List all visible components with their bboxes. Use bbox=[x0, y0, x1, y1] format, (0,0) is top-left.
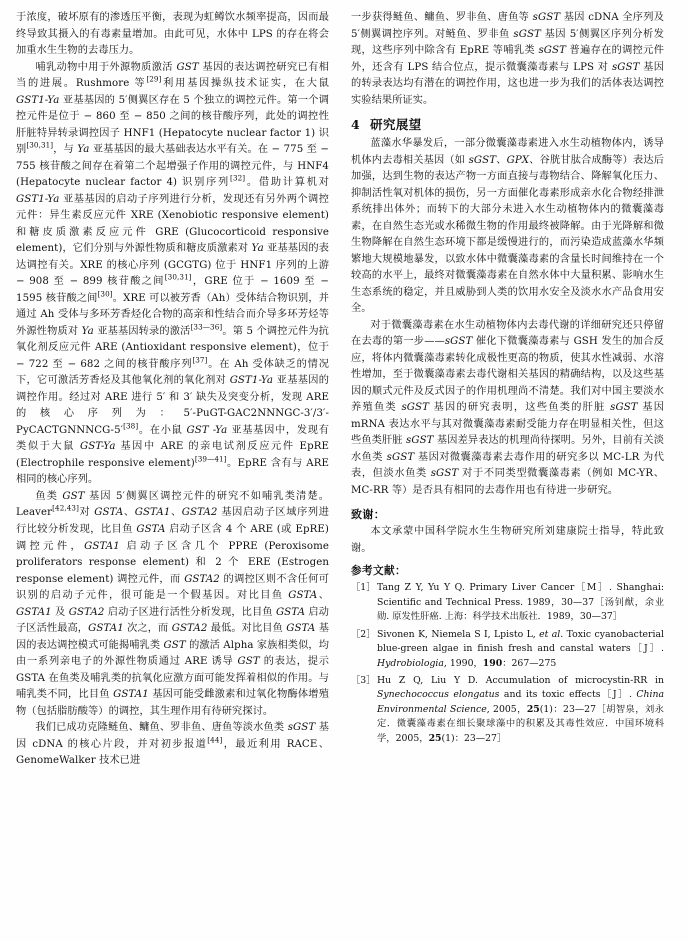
list-item bbox=[351, 628, 664, 671]
reference-list bbox=[351, 581, 664, 745]
paragraph-text: 鱼类 GST 基因 5′侧翼区调控元件的研究不如哺乳类清楚。Leaver[42,43]对 GSTA、GSTA1、GSTA2 基因启动子区域序列进行比较分析发现，比目鱼 GSTA 启动子区含 4 个 ARE (或 EpRE)调控元件，GSTA1 启动子区含几个 PPRE (Peroxisome proliferators response element) 和 2 个 ERE (Estrogen response element) 调控元件，而 GSTA2 的调控区则不含任何可识别的启动子元件，很可能是一个假基因。对比目鱼 GSTA、GSTA1 及 GSTA2 启动子区进行活性分析发现，比目鱼 GSTA 启动子区活性最高，GSTA1 次之，而 GSTA2 最低。对比目鱼 GSTA 基因的表达调控模式可能揭哺乳类 GST 的激活 Alpha 家族相类似，均由一系列亲电子的外源性物质通过 ARE 诱导 GST 的表达，提示 GSTA 在鱼类及哺乳类的抗氧化应激方面可能发挥着相似的作用。与哺乳类不同，比目鱼 GSTA1 基因可能受雌激素和过氧化物酶体增殖物（包括脂肪酸等）的调控，其生理作用有待研究探讨。 bbox=[16, 490, 330, 717]
left-column bbox=[16, 10, 329, 930]
paragraph-text: 一步获得鲢鱼、鳙鱼、罗非鱼、唐鱼等 sGST 基因 cDNA 全序列及 5′侧翼调控序列。对鲢鱼、罗非鱼 sGST 基因 5′侧翼区序列分析发现，这些序列中除含有 EpRE 等哺乳类 sGST 普遍存在的调控元件外，还含有 LPS 结合位点，提示微囊藻毒素与 LPS 对 sGST 基因的转录表达均有潜在的调控作用，这也进一步为我们的活体表达调控实验结果所证实。 bbox=[351, 12, 665, 106]
list-item bbox=[351, 674, 664, 746]
list-item bbox=[351, 581, 664, 624]
paragraph bbox=[351, 10, 664, 109]
acknowledgement-heading: 致谢： bbox=[351, 508, 386, 522]
paragraph bbox=[351, 136, 664, 318]
section-number: 4 bbox=[351, 117, 361, 133]
middle-column bbox=[351, 10, 664, 930]
two-column-layout bbox=[16, 10, 672, 930]
reference-text: Sivonen K, Niemela S I, Lpisto L, et al. Toxic cyanobacterial blue-green algae in finish fresh and canstal waters［J］. Hydrobiologia, 1990，190：267—275 bbox=[377, 628, 664, 669]
reference-number: ［3］ bbox=[351, 674, 376, 686]
paragraph: 于浓度，破坏原有的渗透压平衡，表现为虹鳟饮水频率提高，因而最终导致其摄入的有毒素量增加。由此可见，水体中 LPS 的存在将会加重水生生物的去毒压力。 bbox=[16, 12, 329, 57]
section-title: 研究展望 bbox=[370, 117, 422, 133]
reference-text: Tang Z Y, Yu Y Q. Primary Liver Cancer［M］. Shanghai: Scientific and Technical Press. 1989，30—37［汤钊猷，余业勋. 原发性肝癌. 上海：科学技术出版社．1989，30—37］ bbox=[377, 582, 664, 623]
acknowledgement-text: 本文承蒙中国科学院水生生物研究所刘建康院士指导，特此致谢。 bbox=[351, 526, 664, 554]
paragraph-text: 哺乳动物中用于外源物质激活 GST 基因的表达调控研究已有相当的进展。Rushmore 等[29]利用基因操纵技术证实，在大鼠 GST1-Ya 亚基基因的 5′侧翼区存在 5 个独立的调控元件。第一个调控元件是位于 − 860 至 − 850 之间的核苷酸序列，此处的调控性肝脏特异转录调控因子 HNF1 (Hepatocyte nuclear factor 1) 识别[30,31]，与 Ya 亚基基因的最大基础表达水平有关。在 − 775 至 − 755 核苷酸之间存在着第二个起增强子作用的调控元件，与 HNF4 (Hepatocyte nuclear factor 4) 识别序列[32]。借助计算机对 GST1-Ya 亚基基因的启动子序列进行分析，发现还有另外两个调控元件：异生素反应元件 XRE (Xenobiotic responsive element) 和糖皮质激素反应元件 GRE (Glucocorticoid responsive element)，它们分别与外源性物质和糖皮质激素对 Ya 亚基基因的表达调控有关。XRE 的核心序列 (GCGTG) 位于 HNF1 序列的上游 − 908 至 − 899 核苷酸之间[30,31]，GRE 位于 − 1609 至 − 1595 核苷酸之间[30]。XRE 可以被芳香（Ah）受体结合物识别，并通过 Ah 受体与多环芳香烃化合物的高亲和性结合而介导多环芳烃等外源性物质对 Ya 亚基基因转录的激活[33—36]。第 5 个调控元件为抗氧化剂反应元件 ARE (Antioxidant responsive element)，位于 − 722 至 − 682 之间的核苷酸序列[37]。在 Ah 受体缺乏的情况下，它可激活芳香烃及其他氧化剂的氧化剂对 GST1-Ya 亚基基因的调控作用。经过对 ARE 进行 5′ 和 3′ 缺失及突变分析，发现 ARE 的核心序列为：5′-PuGT-GAC2NNNGC-3′/3′-PyCACTGNNNCG-5′[38]。在小鼠 GST -Ya 亚基基因中，发现有类似于大鼠 GST-Ya 基因中 ARE 的亲电试剂反应元件 EpRE (Electrophile responsive element)[39—41]。EpRE 含有与 ARE 相同的核心序列。 bbox=[16, 61, 330, 486]
paragraph-text: 我们已成功克隆鲢鱼、鳙鱼、罗非鱼、唐鱼等淡水鱼类 sGST 基因 cDNA 的核心片段，并对初步报道[44]，最近利用 RACE、GenomeWalker 技术已进 bbox=[16, 722, 329, 767]
paragraph-text: 对于微囊藻毒素在水生动植物体内去毒代谢的详细研究还只停留在去毒的第一步——sGST 催化下微囊藻毒素与 GSH 发生的加合反应，将体内微囊藻毒素转化成极性更高的物质，使其水性减弱、水溶性增加，至于微囊藻毒素去毒代谢相关基因的精确结构，以及这些基因的顺式元件及反式因子的作用机理尚不清楚。我们对中国主要淡水养殖鱼类 sGST 基因的研究表明，这些鱼类的肝脏 sGST 基因 mRNA 表达水平与其对微囊藻毒素耐受能力存在明显相关性，但这些鱼类肝脏 sGST 基因差异表达的机理尚待探明。另外，目前有关淡水鱼类 sGST 基因对微囊藻毒素去毒作用的研究多以 MC-LR 为代表，但淡水鱼类 sGST 对于不同类型微囊藻毒素（例如 MC-YR、MC-RR 等）是否具有相同的去毒作用也有待进一步研究。 bbox=[351, 319, 664, 496]
section-heading bbox=[351, 115, 664, 133]
reference-number: ［1］ bbox=[351, 582, 376, 594]
paragraph bbox=[16, 720, 329, 770]
reference-number: ［2］ bbox=[351, 628, 376, 640]
references-heading: 参考文献： bbox=[351, 565, 406, 578]
paragraph bbox=[16, 489, 329, 720]
paragraph-text: 蓝藻水华暴发后，一部分微囊藻毒素进入水生动植物体内，诱导机体内去毒相关基因（如 sGST、GPX、谷胱甘肽合成酶等）表达后加强，达到生物的表达产物一方面直接与毒物结合、降解氧化压力、抑制活性氧对机体的损伤，另一方面催化毒素形成亲水化合物经排泄系统排出体外；而转下的大部分未进入水生动植物体内的微囊藻毒素，在自然生态光或水稀微生物的作用最终被降解。由于光降解和微生物降解在自然生态环境下都是缓慢进行的，而污染造成蓝藻水华频繁地大规模地暴发，以致水体中微囊藻毒素的含量长时间维持在一个较高的水平上，最终对微囊藻毒素在自然水体中大量积累、影响水生生态系统的稳定，并且威胁到人类的饮用水安全及淡水水产品食用安全。 bbox=[351, 138, 664, 315]
reference-text: Hu Z Q, Liu Y D. Accumulation of microcystin-RR in Synechococcus elongatus and its toxic effects［J］. China Environmental Science, 2005，25(1)：23—27［胡智泉，刘永定．微囊藻毒素在细长聚球藻中的积累及其毒性效应．中国环境科学，2005，25(1)：23—27］ bbox=[377, 674, 665, 744]
paragraph bbox=[351, 318, 664, 500]
paragraph bbox=[16, 60, 329, 489]
